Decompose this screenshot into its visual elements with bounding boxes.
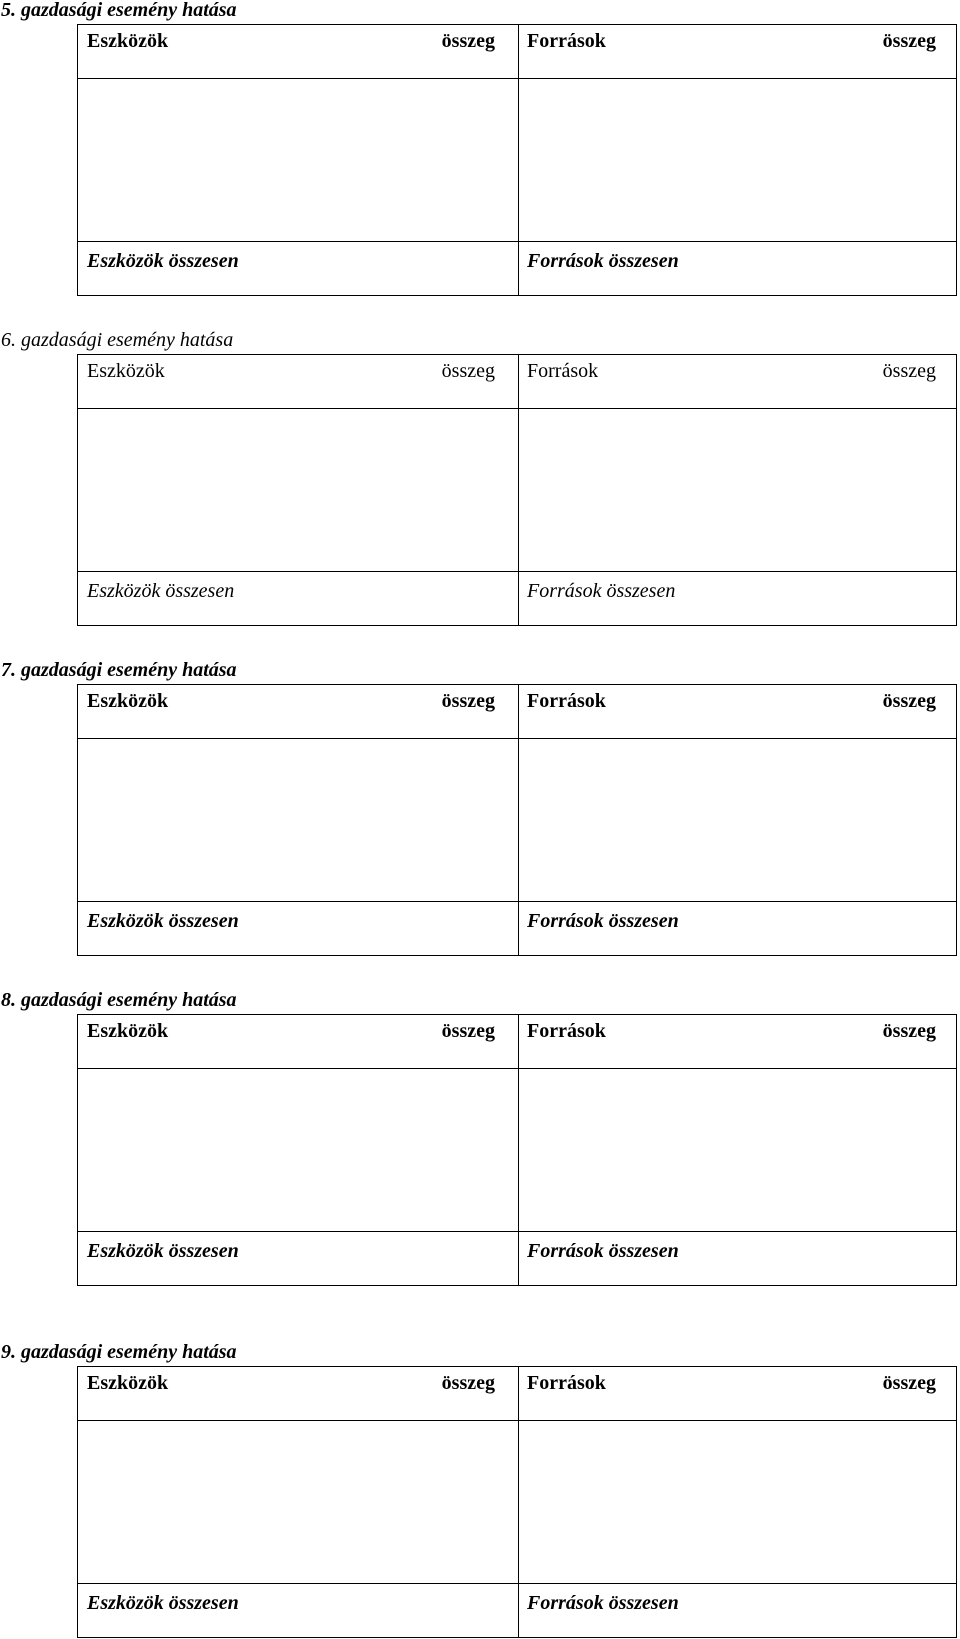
assets-header: Eszközök — [87, 1372, 169, 1394]
liabilities-amount-header: összeg — [882, 690, 936, 712]
assets-header: Eszközök — [87, 690, 169, 712]
t-account-table — [77, 1366, 957, 1638]
liabilities-header: Források — [527, 360, 599, 382]
column-divider — [518, 1367, 519, 1637]
assets-total-label: Eszközök összesen — [87, 1240, 239, 1262]
t-account-table — [77, 24, 957, 296]
liabilities-total-label: Források összesen — [527, 580, 676, 602]
t-account-table — [77, 1014, 957, 1286]
column-divider — [518, 1015, 519, 1285]
column-divider — [518, 355, 519, 625]
assets-header: Eszközök — [87, 1020, 169, 1042]
assets-amount-header: összeg — [441, 360, 495, 382]
total-divider — [78, 571, 956, 572]
assets-total-label: Eszközök összesen — [87, 580, 235, 602]
liabilities-header: Források — [527, 30, 606, 52]
t-account-table — [77, 354, 957, 626]
header-divider — [78, 1068, 956, 1069]
liabilities-amount-header: összeg — [882, 30, 936, 52]
header-divider — [78, 78, 956, 79]
header-divider — [78, 738, 956, 739]
column-divider — [518, 25, 519, 295]
column-divider — [518, 685, 519, 955]
section-title: 8. gazdasági esemény hatása — [1, 989, 237, 1011]
section-title: 7. gazdasági esemény hatása — [1, 659, 237, 681]
header-divider — [78, 408, 956, 409]
assets-amount-header: összeg — [441, 30, 495, 52]
assets-total-label: Eszközök összesen — [87, 1592, 239, 1614]
section-title: 9. gazdasági esemény hatása — [1, 1341, 237, 1363]
liabilities-header: Források — [527, 1020, 606, 1042]
total-divider — [78, 241, 956, 242]
liabilities-amount-header: összeg — [882, 360, 936, 382]
assets-amount-header: összeg — [441, 1020, 495, 1042]
assets-total-label: Eszközök összesen — [87, 910, 239, 932]
header-divider — [78, 1420, 956, 1421]
assets-amount-header: összeg — [441, 690, 495, 712]
liabilities-amount-header: összeg — [882, 1020, 936, 1042]
total-divider — [78, 1231, 956, 1232]
liabilities-total-label: Források összesen — [527, 1592, 679, 1614]
total-divider — [78, 1583, 956, 1584]
section-title: 5. gazdasági esemény hatása — [1, 0, 237, 21]
assets-header: Eszközök — [87, 360, 165, 382]
liabilities-header: Források — [527, 1372, 606, 1394]
section-title: 6. gazdasági esemény hatása — [1, 329, 234, 351]
liabilities-total-label: Források összesen — [527, 250, 679, 272]
assets-amount-header: összeg — [441, 1372, 495, 1394]
liabilities-total-label: Források összesen — [527, 910, 679, 932]
assets-total-label: Eszközök összesen — [87, 250, 239, 272]
total-divider — [78, 901, 956, 902]
assets-header: Eszközök — [87, 30, 169, 52]
liabilities-header: Források — [527, 690, 606, 712]
liabilities-total-label: Források összesen — [527, 1240, 679, 1262]
t-account-table — [77, 684, 957, 956]
liabilities-amount-header: összeg — [882, 1372, 936, 1394]
